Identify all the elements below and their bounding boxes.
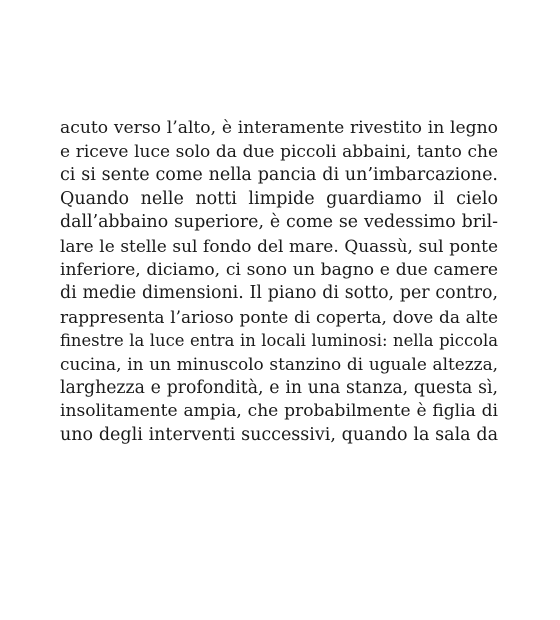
text-line: ci si sente come nella pancia di un’imbarcazione. bbox=[60, 165, 498, 186]
text-line: dall’abbaino superiore, è come se vedessimo bril- bbox=[60, 212, 498, 233]
text-line: insolitamente ampia, che probabilmente è figlia di bbox=[60, 401, 498, 422]
text-line: di medie dimensioni. Il piano di sotto, per contro, bbox=[60, 283, 498, 304]
text-line: Quando nelle notti limpide guardiamo il cielo bbox=[60, 188, 498, 209]
text-line: cucina, in un minuscolo stanzino di uguale altezza, bbox=[60, 353, 498, 374]
text-line: finestre la luce entra in locali luminosi: nella piccola bbox=[60, 331, 498, 351]
text-line: larghezza e profondità, e in una stanza, questa sì, bbox=[60, 377, 498, 398]
body-text bbox=[60, 117, 498, 447]
text-line: uno degli interventi successivi, quando la sala da bbox=[60, 424, 498, 445]
text-line: inferiore, diciamo, ci sono un bagno e due camere bbox=[60, 259, 498, 280]
text-line: acuto verso l’alto, è interamente rivestito in legno bbox=[60, 118, 498, 138]
text-line: e riceve luce solo da due piccoli abbaini, tanto che bbox=[60, 141, 498, 162]
text-line: rappresenta l’arioso ponte di coperta, dove da alte bbox=[60, 306, 498, 327]
text-line: lare le stelle sul fondo del mare. Quassù, sul ponte bbox=[60, 235, 498, 256]
